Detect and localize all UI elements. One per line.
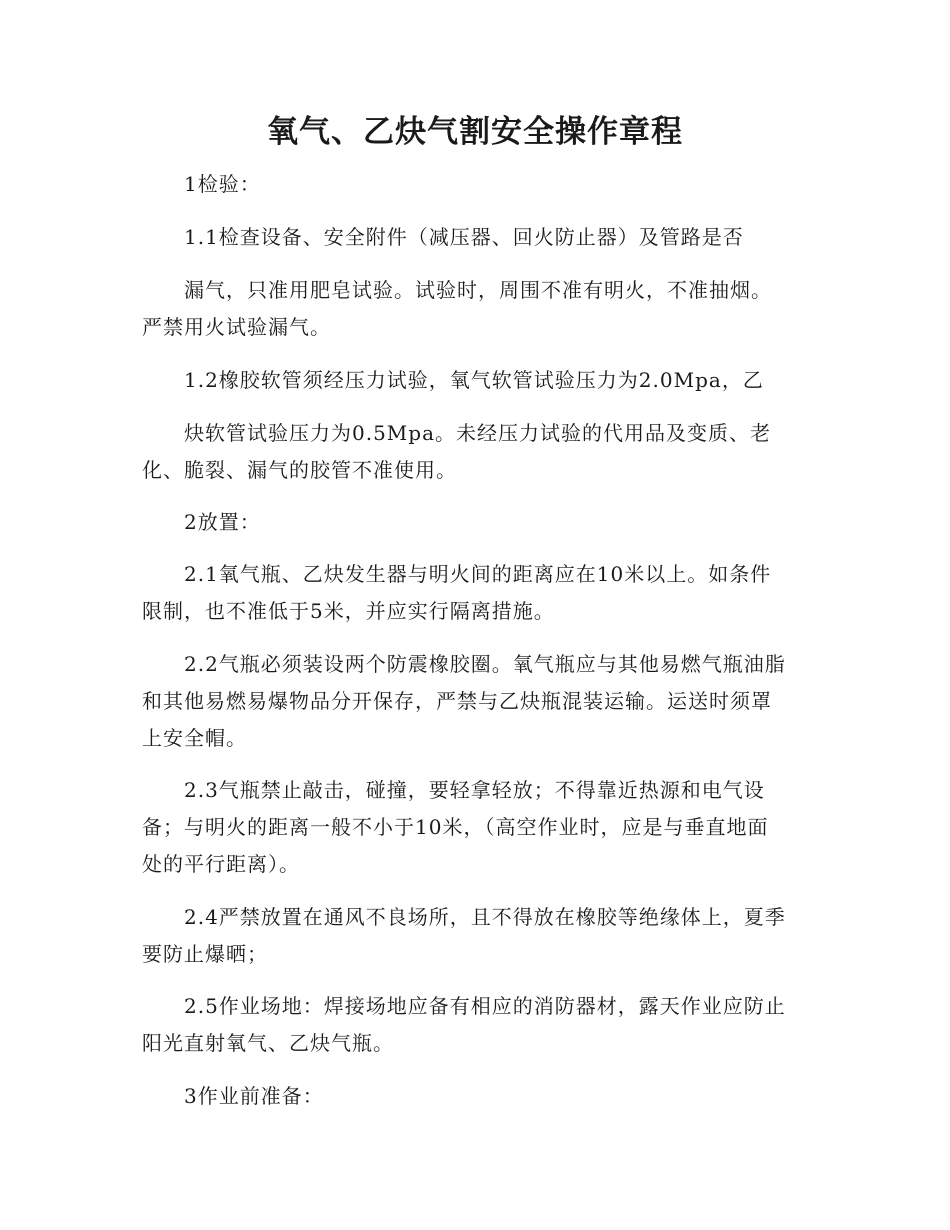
paragraph-1-2-line-1: 1.2橡胶软管须经压力试验，氧气软管试验压力为2.0Mpa，乙 [184, 368, 764, 392]
paragraph-2-3-line-3: 处的平行距离）。 [142, 852, 300, 876]
paragraph-2-4-line-1: 2.4严禁放置在通风不良场所，且不得放在橡胶等绝缘体上，夏季 [184, 905, 786, 929]
section-heading-2: 2放置： [184, 510, 261, 534]
paragraph-2-5-line-1: 2.5作业场地：焊接场地应备有相应的消防器材，露天作业应防止 [184, 994, 786, 1018]
paragraph-2-1-line-1: 2.1氧气瓶、乙炔发生器与明火间的距离应在10米以上。如条件 [184, 562, 772, 586]
paragraph-2-3-line-2: 备；与明火的距离一般不小于10米，（高空作业时，应是与垂直地面 [142, 815, 769, 839]
paragraph-1-1-line-1: 1.1检查设备、安全附件（减压器、回火防止器）及管路是否 [184, 225, 744, 249]
paragraph-2-2-line-3: 上安全帽。 [142, 726, 247, 750]
paragraph-2-1-line-2: 限制，也不准低于5米，并应实行隔离措施。 [142, 599, 555, 623]
paragraph-2-2-line-2: 和其他易燃易爆物品分开保存，严禁与乙炔瓶混装运输。运送时须罩 [142, 689, 772, 713]
section-heading-1: 1检验： [184, 172, 261, 196]
paragraph-2-2-line-1: 2.2气瓶必须装设两个防震橡胶圈。氧气瓶应与其他易燃气瓶油脂 [184, 652, 786, 676]
paragraph-2-3-line-1: 2.3气瓶禁止敲击，碰撞，要轻拿轻放；不得靠近热源和电气设 [184, 778, 765, 802]
section-heading-3: 3作业前准备： [184, 1084, 324, 1108]
paragraph-2-5-line-2: 阳光直射氧气、乙炔气瓶。 [142, 1031, 394, 1055]
paragraph-2-4-line-2: 要防止爆晒； [142, 942, 268, 966]
paragraph-1-2-line-2: 炔软管试验压力为0.5Mpa。未经压力试验的代用品及变质、老 [184, 421, 772, 445]
document-title: 氧气、乙炔气割安全操作章程 [267, 114, 683, 150]
paragraph-1-1-line-2: 漏气，只准用肥皂试验。试验时，周围不准有明火，不准抽烟。 [184, 278, 772, 302]
paragraph-1-1-line-3: 严禁用火试验漏气。 [142, 315, 331, 339]
paragraph-1-2-line-3: 化、脆裂、漏气的胶管不准使用。 [142, 458, 457, 482]
